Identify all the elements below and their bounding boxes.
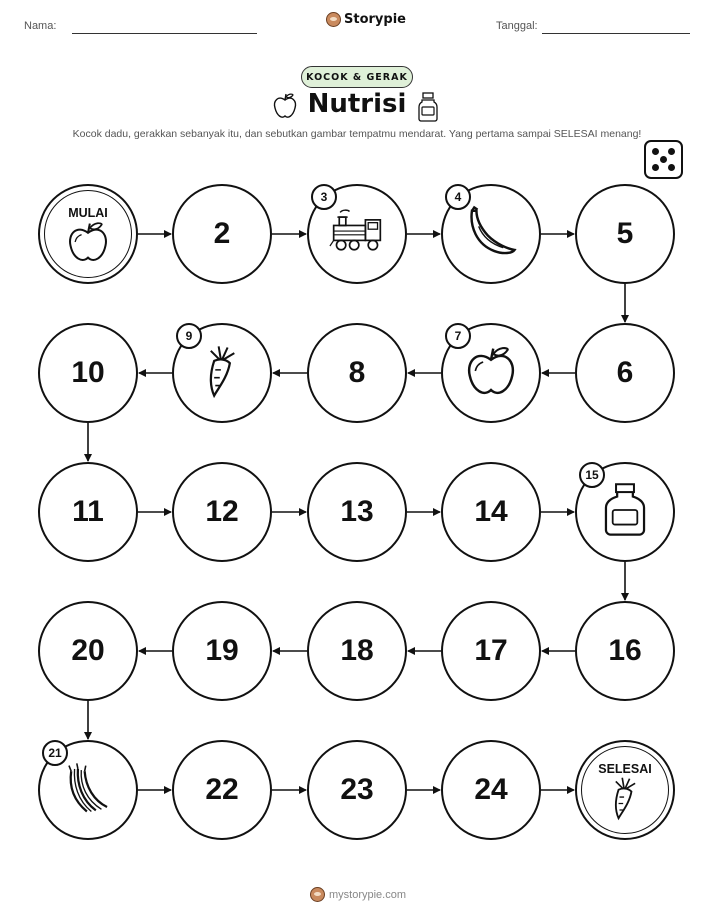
space-number: 10 [71,356,105,389]
board-space [38,601,138,701]
board-space [172,184,272,284]
board-space [441,740,541,840]
footer [310,887,406,902]
finish-space [575,740,675,840]
board-space [441,323,541,423]
board-space [441,601,541,701]
space-number: 2 [213,217,231,250]
space-number: 11 [72,495,104,528]
space-number: 24 [474,773,508,806]
category-badge: KOCOK & GERAK [301,66,413,88]
board-space [575,462,675,562]
space-number-badge: 4 [445,184,471,210]
brand-name: Storypie [344,12,406,27]
space-number: 12 [205,495,239,528]
board-space [307,601,407,701]
board-space [307,323,407,423]
space-number: 8 [348,356,366,389]
board-space [307,740,407,840]
start-label: MULAI [68,206,108,220]
vitamin-bottle-icon [597,482,653,542]
space-number: 6 [616,356,634,389]
name-label: Nama: [24,20,57,32]
board-space [38,740,138,840]
apple-icon [463,343,519,403]
page-title: Nutrisi [307,89,407,119]
mascot-icon [310,887,325,902]
board-space [441,462,541,562]
space-number-badge: 9 [176,323,202,349]
board-space [38,462,138,562]
finish-label: SELESAI [598,762,652,776]
board-space [172,740,272,840]
space-number-badge: 3 [311,184,337,210]
board-space [575,601,675,701]
space-number-badge: 7 [445,323,471,349]
footer-url[interactable]: mystorypie.com [329,888,407,901]
train-icon [329,204,385,264]
instructions: Kocok dadu, gerakkan sebanyak itu, dan sebutkan gambar tempatmu mendarat. Yang pertama sampai SELESAI menang! [72,128,642,140]
space-number: 23 [340,773,374,806]
start-space [38,184,138,284]
space-number: 17 [474,634,508,667]
date-label: Tanggal: [496,20,538,32]
board-space [307,462,407,562]
board-space [172,601,272,701]
space-number: 18 [340,634,374,667]
board-space [172,323,272,423]
space-number: 22 [205,773,239,806]
space-number-badge: 21 [42,740,68,766]
space-number: 14 [474,495,508,528]
board-space [38,323,138,423]
space-number: 20 [71,634,105,667]
banana-icon [463,204,519,264]
board-space [172,462,272,562]
space-number: 16 [608,634,642,667]
board-space [575,323,675,423]
carrot-icon [194,343,250,403]
space-number: 13 [340,495,374,528]
space-number: 19 [205,634,239,667]
space-number: 5 [616,217,634,250]
board-space [307,184,407,284]
green-beans-icon [60,760,116,820]
board-space [441,184,541,284]
space-number-badge: 15 [579,462,605,488]
board-space [575,184,675,284]
